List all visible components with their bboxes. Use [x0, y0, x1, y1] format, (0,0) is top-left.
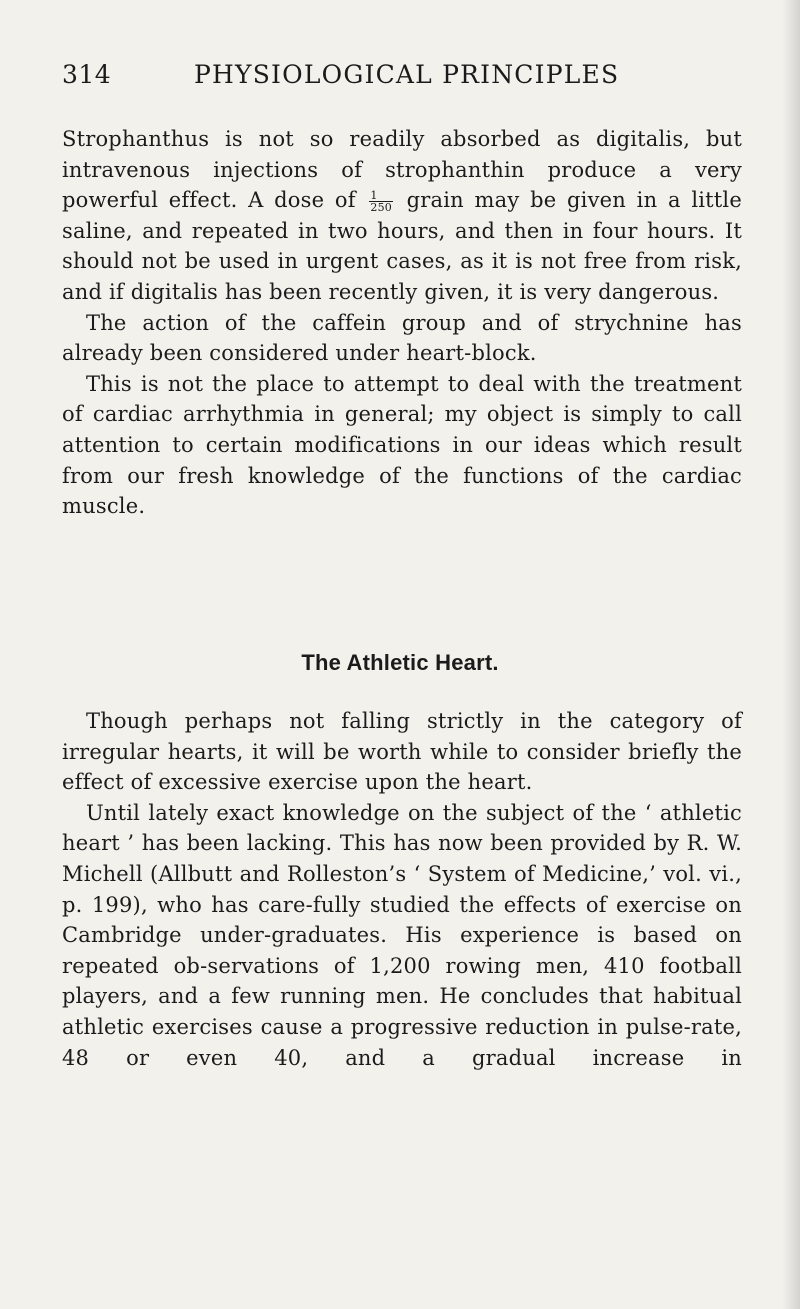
paragraph-text: grain may be given in a little saline, and repeated in two hours, and then in four hours. It should not be used in urgent cases, as it is not free from risk, and if digitalis has been recently given, it is very dangerous. [62, 188, 742, 304]
body-text-upper [62, 124, 742, 522]
paragraph-text: Strophanthus is not so readily absorbed as digitalis, but intravenous injections of strophanthin produce a very powerful effect. A dose of [62, 127, 742, 213]
paragraph-arrhythmia: This is not the place to attempt to deal with the treatment of cardiac arrhythmia in general; my object is simply to call attention to certain modifications in our ideas which result from our fresh knowledge of the functions of the cardiac muscle. [62, 371, 742, 519]
fraction-numerator: 1 [369, 190, 393, 202]
section-heading: The Athletic Heart. [301, 650, 499, 675]
paragraph-strophanthus [62, 124, 742, 308]
paragraph-athletic-intro: Though perhaps not falling strictly in the category of irregular hearts, it will be worth while to consider briefly the effect of excessive exercise upon the heart. [62, 709, 742, 795]
fraction [369, 190, 393, 213]
running-head: PHYSIOLOGICAL PRINCIPLES [194, 60, 620, 89]
page-edge-shadow [782, 0, 800, 1309]
page-number: 314 [62, 60, 112, 89]
fraction-denominator: 250 [370, 201, 392, 215]
paragraph-michell: Until lately exact knowledge on the subject of the ‘ athletic heart ’ has been lacking. This has now been provided by R. W. Michell (Allbutt and Rolleston’s ‘ System of Medicine,’ vol. vi., p. 199), who has care-fully studied the effects of exercise on Cambridge under-graduates. His experience is based on repeated ob-servations of 1,200 rowing men, 410 football players, and a few running men. He concludes that habitual athletic exercises cause a progressive reduction in pulse-rate, 48 or even 40, and a gradual increase in [62, 800, 742, 1070]
paragraph-caffein: The action of the caffein group and of strychnine has already been considered under heart-block. [62, 310, 742, 366]
body-text-lower [62, 706, 742, 1073]
page-header [62, 60, 742, 100]
